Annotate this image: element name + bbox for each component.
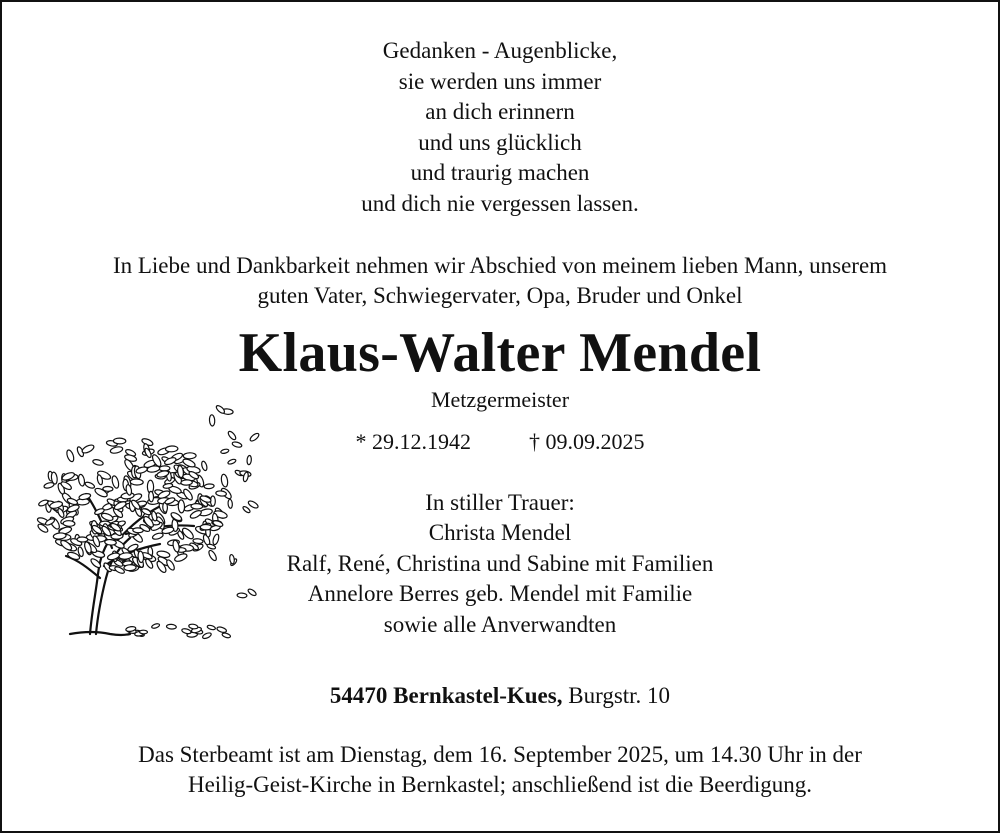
- tree-leaf: [165, 446, 178, 452]
- tree-leaf: [181, 480, 193, 486]
- intro-line: guten Vater, Schwiegervater, Opa, Bruder und Onkel: [257, 283, 743, 308]
- funeral-line: Heilig-Geist-Kirche in Bernkastel; anschließend ist die Beerdigung.: [187, 772, 813, 797]
- tree-leaf: [183, 453, 196, 459]
- tree-leaf: [215, 404, 226, 414]
- tree-leaf: [201, 461, 208, 472]
- mourners-heading: In stiller Trauer:: [425, 490, 575, 515]
- tree-leaf: [78, 474, 86, 487]
- mourners-list: [0, 488, 1000, 640]
- tree-leaf: [249, 432, 260, 442]
- mourner-entry: Annelore Berres geb. Mendel mit Familie: [307, 581, 693, 607]
- death-date: † 09.09.2025: [529, 429, 645, 454]
- mourner-entry: Christa Mendel: [428, 520, 572, 546]
- tree-leaf: [227, 458, 236, 465]
- tree-leaf: [232, 441, 243, 448]
- address-street: Burgstr. 10: [568, 683, 671, 708]
- poem-line: Gedanken - Augenblicke,: [382, 38, 618, 63]
- intro-line: In Liebe und Dankbarkeit nehmen wir Abschied von meinem lieben Mann, unserem: [112, 253, 888, 278]
- farewell-intro: [0, 251, 1000, 311]
- poem-line: und traurig machen: [410, 160, 590, 186]
- tree-leaf: [65, 449, 75, 462]
- tree-leaf: [130, 479, 143, 486]
- tree-leaf: [227, 430, 237, 441]
- funeral-notice: [0, 740, 1000, 800]
- tree-leaf: [209, 415, 215, 427]
- tree-leaf: [92, 459, 104, 467]
- deceased-profession: Metzgermeister: [430, 387, 570, 412]
- mourner-entry: sowie alle Anverwandten: [383, 611, 617, 637]
- tree-leaf: [247, 455, 252, 465]
- poem-line: und uns glücklich: [418, 129, 582, 155]
- family-address: [0, 681, 1000, 711]
- address-city: 54470 Bernkastel-Kues,: [329, 683, 563, 708]
- poem-line: und dich nie vergessen lassen.: [361, 190, 639, 216]
- tree-leaf: [111, 475, 120, 489]
- tree-leaf: [113, 438, 125, 444]
- tree-leaf: [220, 474, 228, 488]
- poem: [0, 36, 1000, 220]
- poem-line: sie werden uns immer: [398, 68, 602, 94]
- tree-leaf: [110, 446, 124, 455]
- birth-date: * 29.12.1942: [355, 429, 471, 454]
- deceased-name: Klaus-Walter Mendel: [238, 322, 762, 384]
- tree-leaf: [220, 448, 229, 454]
- funeral-line: Das Sterbeamt ist am Dienstag, dem 16. September 2025, um 14.30 Uhr in der: [138, 742, 862, 767]
- tree-leaf: [81, 443, 95, 454]
- poem-line: an dich erinnern: [425, 99, 575, 125]
- mourner-entry: Ralf, René, Christina und Sabine mit Familien: [286, 550, 714, 576]
